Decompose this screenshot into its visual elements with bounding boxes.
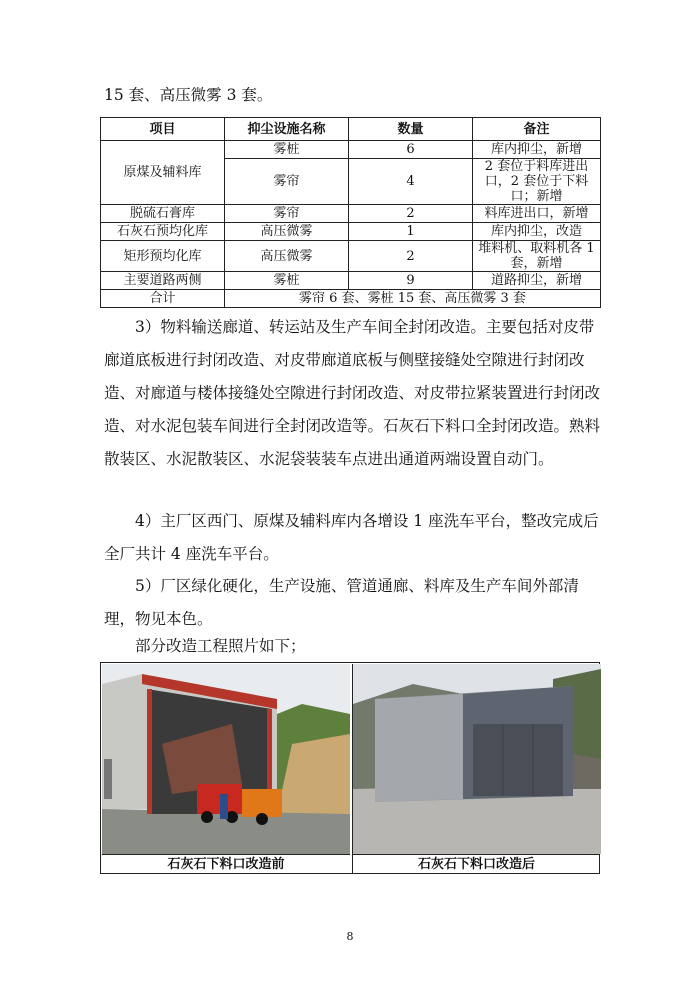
caption-before: 石灰石下料口改造前	[102, 854, 350, 874]
cell-facility: 雾帘	[225, 159, 349, 205]
cell-item: 石灰石预均化库	[101, 223, 225, 241]
cell-note: 2 套位于料库进出口，2 套位于下料口；新增	[473, 159, 601, 205]
paragraph-6: 部分改造工程照片如下；	[135, 637, 306, 655]
caption-after: 石灰石下料口改造后	[352, 854, 600, 874]
cell-qty: 6	[349, 141, 473, 159]
table-row	[101, 241, 601, 272]
dust-suppression-table	[100, 117, 601, 308]
cell-item: 脱硫石膏库	[101, 205, 225, 223]
photo-before	[102, 664, 350, 854]
paragraph-3: 3）物料输送廊道、转运站及生产车间全封闭改造。主要包括对皮带廊道底板进行封闭改造、对皮带廊道底板与侧壁接缝处空隙进行封闭改造、对廊道与楼体接缝处空隙进行封闭改造、对皮带拉紧装置进行封闭改造、对水泥包装车间进行全封闭改造等。石灰石下料口全封闭改造。熟料散装区、水泥散装区、水泥袋装装车点进出通道两端设置自动门。	[104, 318, 601, 468]
page-number: 8	[346, 930, 354, 943]
table-total-row	[101, 290, 601, 308]
cell-qty: 1	[349, 223, 473, 241]
cell-item: 矩形预均化库	[101, 241, 225, 272]
cell-qty: 2	[349, 241, 473, 272]
table-row	[101, 223, 601, 241]
cell-qty: 9	[349, 272, 473, 290]
table-row	[101, 272, 601, 290]
cell-qty: 2	[349, 205, 473, 223]
cell-item: 原煤及辅料库	[101, 141, 225, 205]
paragraph-5: 5）厂区绿化硬化，生产设施、管道通廊、料库及生产车间外部清理，物见本色。	[104, 577, 579, 628]
cell-qty: 4	[349, 159, 473, 205]
intro-line: 15 套、高压微雾 3 套。	[104, 86, 273, 104]
header-qty: 数量	[349, 118, 473, 141]
cell-note: 堆料机、取料机各 1 套，新增	[473, 241, 601, 272]
cell-facility: 雾帘	[225, 205, 349, 223]
photo-comparison	[100, 662, 600, 874]
cell-note: 库内抑尘，新增	[473, 141, 601, 159]
cell-note: 库内抑尘，改造	[473, 223, 601, 241]
header-note: 备注	[473, 118, 601, 141]
cell-item: 主要道路两侧	[101, 272, 225, 290]
table-row	[101, 141, 601, 159]
total-label: 合计	[101, 290, 225, 308]
header-facility: 抑尘设施名称	[225, 118, 349, 141]
cell-facility: 高压微雾	[225, 241, 349, 272]
photo-after	[352, 664, 601, 854]
cell-facility: 雾桩	[225, 272, 349, 290]
table-row	[101, 205, 601, 223]
header-item: 项目	[101, 118, 225, 141]
cell-note: 料库进出口，新增	[473, 205, 601, 223]
cell-note: 道路抑尘，新增	[473, 272, 601, 290]
paragraph-4: 4）主厂区西门、原煤及辅料库内各增设 1 座洗车平台，整改完成后全厂共计 4 座洗车平台。	[104, 512, 599, 563]
cell-facility: 雾桩	[225, 141, 349, 159]
cell-facility: 高压微雾	[225, 223, 349, 241]
total-value: 雾帘 6 套、雾桩 15 套、高压微雾 3 套	[225, 290, 601, 308]
table-header-row	[101, 118, 601, 141]
